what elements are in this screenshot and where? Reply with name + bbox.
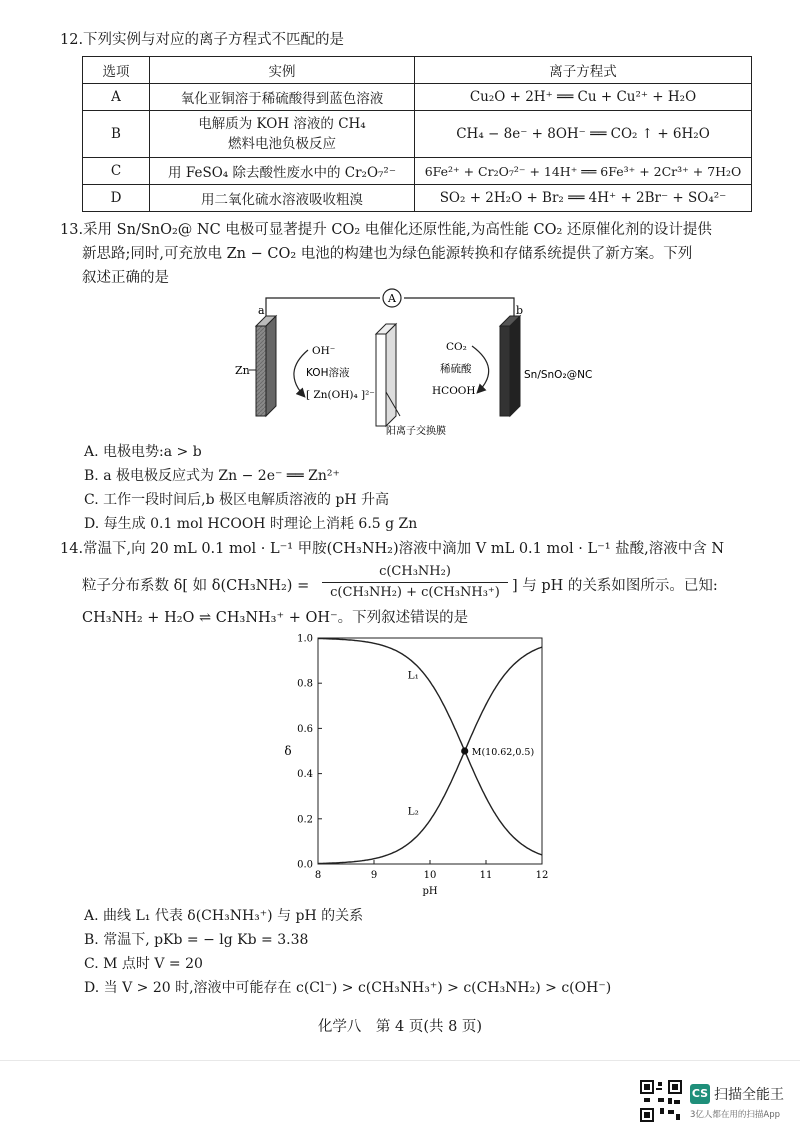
q13-option-b: B. a 极电极反应式为 Zn − 2e⁻ ══ Zn²⁺: [84, 468, 340, 484]
cell-line: 电解质为 KOH 溶液的 CH₄: [198, 116, 366, 132]
koh-label: KOH溶液: [306, 367, 350, 379]
table-cell: A: [83, 84, 150, 111]
x-tick-label: 11: [479, 870, 493, 881]
electrode-b: [500, 326, 510, 416]
x-tick-label: 9: [370, 870, 378, 881]
battery-diagram: [220, 288, 640, 440]
x-tick-label: 8: [314, 870, 322, 881]
chart-labels: [408, 670, 535, 818]
q14-stem-line2-pre: 粒子分布系数 δ[ 如 δ(CH₃NH₂) =: [82, 578, 310, 594]
table-cell: C: [83, 158, 150, 185]
acid-label: 稀硫酸: [440, 363, 472, 375]
cell-line: 燃料电池负极反应: [228, 136, 336, 152]
q13-stem-line2: 新思路;同时,可充放电 Zn − CO₂ 电池的构建也为绿色能源转换和存储系统提供了新方案。下列: [82, 246, 693, 262]
oh-label: OH⁻: [312, 345, 336, 357]
electrode-a-label: a: [258, 304, 265, 317]
point-m: [461, 747, 468, 754]
q14-option-b: B. 常温下, pKb = − lg Kb = 3.38: [84, 932, 309, 948]
qr-code-icon: [640, 1080, 682, 1122]
membrane-label: 阳离子交换膜: [386, 426, 446, 437]
table-cell: B: [83, 111, 150, 158]
y-tick-label: 0.6: [297, 723, 313, 735]
distribution-chart: [270, 630, 570, 900]
table-cell: 氧化亚铜溶于稀硫酸得到蓝色溶液: [150, 84, 415, 111]
cathode-label: Sn/SnO₂@NC: [524, 369, 593, 381]
wire-left: [266, 298, 380, 316]
q14-option-a: A. 曲线 L₁ 代表 δ(CH₃NH₃⁺) 与 pH 的关系: [84, 908, 364, 924]
q13-stem-line3: 叙述正确的是: [82, 270, 169, 286]
fraction-numerator: c(CH₃NH₂): [379, 564, 451, 579]
table-row: [83, 111, 752, 158]
table-cell: D: [83, 185, 150, 212]
table-row: [83, 185, 752, 212]
y-tick-label: 0.2: [297, 814, 313, 826]
q14-fraction: [322, 562, 508, 603]
q13-option-a: A. 电极电势:a > b: [84, 444, 202, 460]
x-axis-label: pH: [422, 886, 438, 897]
hcooh-label: HCOOH: [432, 385, 476, 397]
y-tick-label: 0.8: [297, 678, 313, 690]
zn-label: Zn: [235, 364, 250, 377]
q12-stem: 12.下列实例与对应的离子方程式不匹配的是: [60, 32, 345, 48]
zincate-label: [ Zn(OH)₄ ]²⁻: [306, 389, 375, 401]
q13-stem-line1: 13.采用 Sn/SnO₂@ NC 电极可显著提升 CO₂ 电催化还原性能,为高性能 CO₂ 还原催化剂的设计提供: [60, 222, 712, 238]
y-tick-label: 0.4: [297, 769, 313, 781]
table-cell: SO₂ + 2H₂O + Br₂ ══ 4H⁺ + 2Br⁻ + SO₄²⁻: [415, 185, 752, 212]
divider: [0, 1060, 800, 1061]
y-axis-label: δ: [284, 744, 292, 758]
q14-option-d: D. 当 V > 20 时,溶液中可能存在 c(Cl⁻) > c(CH₃NH₃⁺) > c(CH₃NH₂) > c(OH⁻): [84, 980, 612, 996]
table-row: [83, 84, 752, 111]
q14-stem-line1: 14.常温下,向 20 mL 0.1 mol · L⁻¹ 甲胺(CH₃NH₂)溶液中滴加 V mL 0.1 mol · L⁻¹ 盐酸,溶液中含 N: [60, 541, 725, 557]
q14-stem-line2-post: ] 与 pH 的关系如图所示。已知:: [512, 578, 718, 594]
q13-option-d: D. 每生成 0.1 mol HCOOH 时理论上消耗 6.5 g Zn: [84, 516, 418, 532]
electrode-a: [256, 326, 266, 416]
table-cell: CH₄ − 8e⁻ + 8OH⁻ ══ CO₂ ↑ + 6H₂O: [415, 111, 752, 158]
membrane: [376, 334, 386, 426]
x-tick-label: 10: [423, 870, 437, 881]
y-tick-label: 0.0: [297, 859, 313, 871]
series-label-1: L₁: [407, 669, 419, 682]
y-tick-label: 1.0: [297, 633, 313, 645]
q14-option-c: C. M 点时 V = 20: [84, 956, 203, 972]
page-footer: 化学八 第 4 页(共 8 页): [317, 1019, 483, 1035]
co2-label: CO₂: [446, 341, 467, 353]
table-cell: 6Fe²⁺ + Cr₂O₇²⁻ + 14H⁺ ══ 6Fe³⁺ + 2Cr³⁺ + 7H₂O: [415, 158, 752, 185]
scanner-app-name: 扫描全能王: [714, 1087, 784, 1103]
table-cell: Cu₂O + 2H⁺ ══ Cu + Cu²⁺ + H₂O: [415, 84, 752, 111]
q12-table: [82, 56, 752, 212]
series-label-2: L₂: [407, 805, 419, 818]
q14-stem-line3: CH₃NH₂ + H₂O ⇌ CH₃NH₃⁺ + OH⁻。下列叙述错误的是: [82, 610, 469, 626]
q13-option-c: C. 工作一段时间后,b 极区电解质溶液的 pH 升高: [84, 492, 390, 508]
scanner-logo-icon: CS: [690, 1084, 710, 1104]
table-header: 选项: [83, 57, 150, 84]
fraction-denominator: c(CH₃NH₂) + c(CH₃NH₃⁺): [322, 582, 508, 603]
table-header: 实例: [150, 57, 415, 84]
table-header: 离子方程式: [415, 57, 752, 84]
point-m-label: M(10.62,0.5): [471, 747, 535, 758]
table-cell: 用二氧化硫水溶液吸收粗溴: [150, 185, 415, 212]
electrode-b-label: b: [516, 304, 524, 317]
scanner-app-slogan: 3亿人都在用的扫描App: [690, 1110, 781, 1120]
x-tick-label: 12: [535, 870, 549, 881]
table-cell: [150, 111, 415, 158]
wire-right: [404, 298, 514, 316]
table-row: [83, 158, 752, 185]
ammeter-label: A: [388, 292, 396, 305]
table-cell: 用 FeSO₄ 除去酸性废水中的 Cr₂O₇²⁻: [150, 158, 415, 185]
electrode-a-side: [266, 316, 276, 416]
